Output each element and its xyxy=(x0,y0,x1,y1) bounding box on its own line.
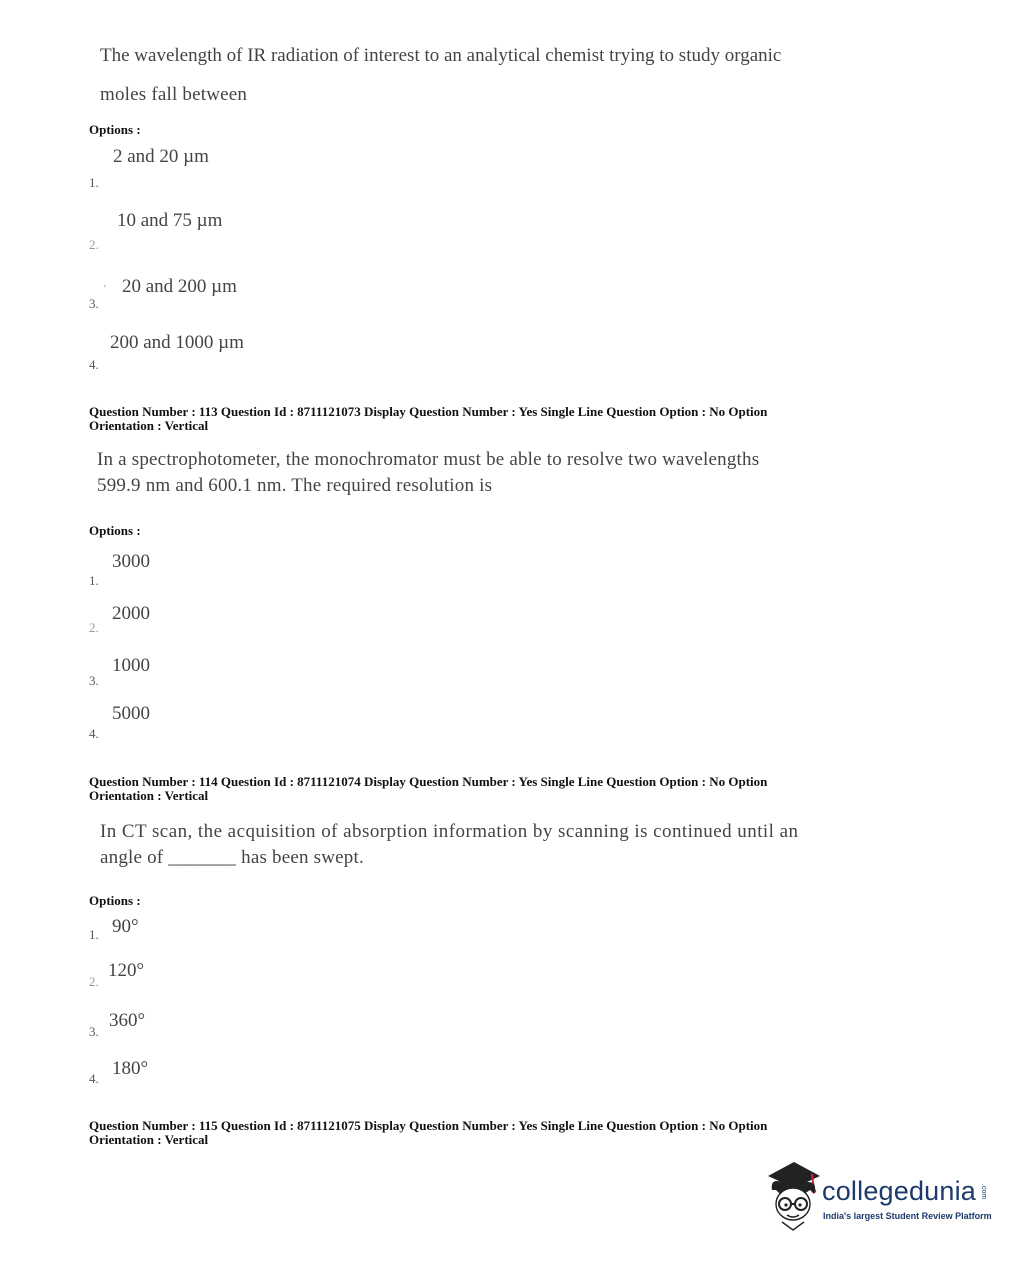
q113-meta-line-1: Question Number : 113 Question Id : 8711121073 Display Question Number : Yes Single Line Question Option : No Option xyxy=(89,404,768,419)
q114-option-4-value: 180° xyxy=(112,1058,149,1079)
q114-option-1-number: 1. xyxy=(89,927,99,942)
q112-option-4-number: 4. xyxy=(89,357,99,372)
q113-option-2-number: 2. xyxy=(89,620,99,635)
q113-option-1-number: 1. xyxy=(89,573,99,588)
q113-text-line-2: 599.9 nm and 600.1 nm. The required resolution is xyxy=(97,475,493,496)
q115-meta-line-1: Question Number : 115 Question Id : 8711121075 Display Question Number : Yes Single Line Question Option : No Option xyxy=(89,1118,768,1133)
q112-option-1-value: 2 and 20 µm xyxy=(113,146,209,167)
collegedunia-logo-com: .com xyxy=(980,1184,987,1200)
q112-option-2-number: 2. xyxy=(89,237,99,252)
q114-option-1-value: 90° xyxy=(112,916,139,937)
collegedunia-logo-text: collegedunia xyxy=(822,1176,977,1206)
q114-meta-line-2: Orientation : Vertical xyxy=(89,788,209,803)
q112-options-label: Options : xyxy=(89,122,141,137)
q112-option-4-value: 200 and 1000 µm xyxy=(110,332,244,353)
q112-option-2-value: 10 and 75 µm xyxy=(117,210,223,231)
q112-option-3-number: 3. xyxy=(89,296,99,311)
q113-option-2-value: 2000 xyxy=(112,603,150,624)
q112-option-3-tick-mark: ' xyxy=(104,284,106,295)
q113-meta-line-2: Orientation : Vertical xyxy=(89,418,209,433)
q112-option-1-number: 1. xyxy=(89,175,99,190)
q113-options-label: Options : xyxy=(89,523,141,538)
q113-option-1-value: 3000 xyxy=(112,551,150,572)
q115-meta-line-2: Orientation : Vertical xyxy=(89,1132,209,1147)
q113-option-3-value: 1000 xyxy=(112,655,150,676)
q113-option-4-number: 4. xyxy=(89,726,99,741)
q114-option-3-number: 3. xyxy=(89,1024,99,1039)
q114-option-3-value: 360° xyxy=(109,1010,146,1031)
q113-text-line-1: In a spectrophotometer, the monochromator must be able to resolve two wavelengths xyxy=(97,449,760,470)
q114-text-line-2: angle of _______ has been swept. xyxy=(100,847,364,868)
q113-option-4-value: 5000 xyxy=(112,703,150,724)
q112-text: moles fall between xyxy=(100,84,248,105)
q114-options-label: Options : xyxy=(89,893,141,908)
q114-text-line-1: In CT scan, the acquisition of absorption information by scanning is continued until an xyxy=(100,821,799,842)
q114-option-4-number: 4. xyxy=(89,1071,99,1086)
q114-option-2-number: 2. xyxy=(89,974,99,989)
q114-option-2-value: 120° xyxy=(108,960,145,981)
q114-meta-line-1: Question Number : 114 Question Id : 8711121074 Display Question Number : Yes Single Line Question Option : No Option xyxy=(89,774,768,789)
q112-partial-text-line: The wavelength of IR radiation of interest to an analytical chemist trying to study organic xyxy=(100,45,782,66)
q112-option-3-value: 20 and 200 µm xyxy=(122,276,237,297)
collegedunia-tagline: India's largest Student Review Platform xyxy=(823,1211,992,1221)
q113-option-3-number: 3. xyxy=(89,673,99,688)
